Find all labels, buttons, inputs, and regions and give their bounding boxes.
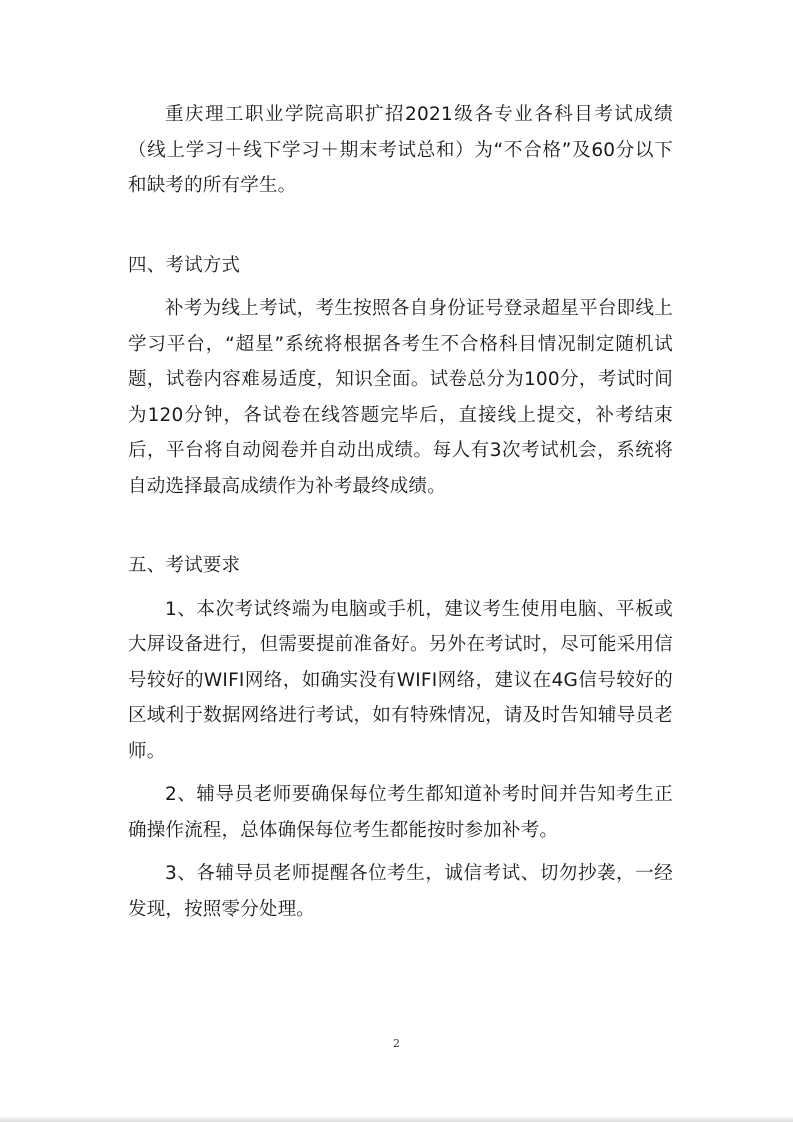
spacer [128,584,673,592]
spacer [128,283,673,291]
scan-bottom-edge [0,1116,793,1122]
requirement-item-3: 3、各辅导员老师提醒各位考生，诚信考试、切勿抄袭，一经发现，按照零分处理。 [128,863,673,920]
document-body [128,97,673,927]
eligibility-paragraph: 重庆理工职业学院高职扩招2021级各专业各科目考试成绩（线上学习＋线下学习＋期末考试总和）为“不合格”及60分以下和缺考的所有学生。 [128,104,673,196]
requirement-item-2: 2、辅导员老师要确保每位考生都知道补考时间并告知考生正确操作流程，总体确保每位考生都能按时参加补考。 [128,784,673,841]
spacer [128,848,673,856]
section-heading-exam-method: 四、考试方式 [128,254,241,276]
exam-method-paragraph: 补考为线上考试，考生按照各自身份证号登录超星平台即线上学习平台，“超星”系统将根据各考生不合格科目情况制定随机试题，试卷内容难易适度，知识全面。试卷总分为100分，考试时间为120分钟，各试卷在线答题完毕后，直接线上提交，补考结束后，平台将自动阅卷并自动出成绩。每人有3次考试机会，系统将自动选择最高成绩作为补考最终成绩。 [128,298,673,497]
page-number: 2 [393,1037,400,1050]
spacer [128,504,673,548]
section-heading-exam-requirements: 五、考试要求 [128,555,241,576]
spacer [128,769,673,777]
requirement-item-1: 1、本次考试终端为电脑或手机，建议考生使用电脑、平板或大屏设备进行，但需要提前准备好。另外在考试时，尽可能采用信号较好的WIFI网络，如确实没有WIFI网络，建议在4G信号较好的区域利于数据网络进行考试，如有特殊情况，请及时告知辅导员老师。 [128,598,673,762]
spacer [128,204,673,248]
